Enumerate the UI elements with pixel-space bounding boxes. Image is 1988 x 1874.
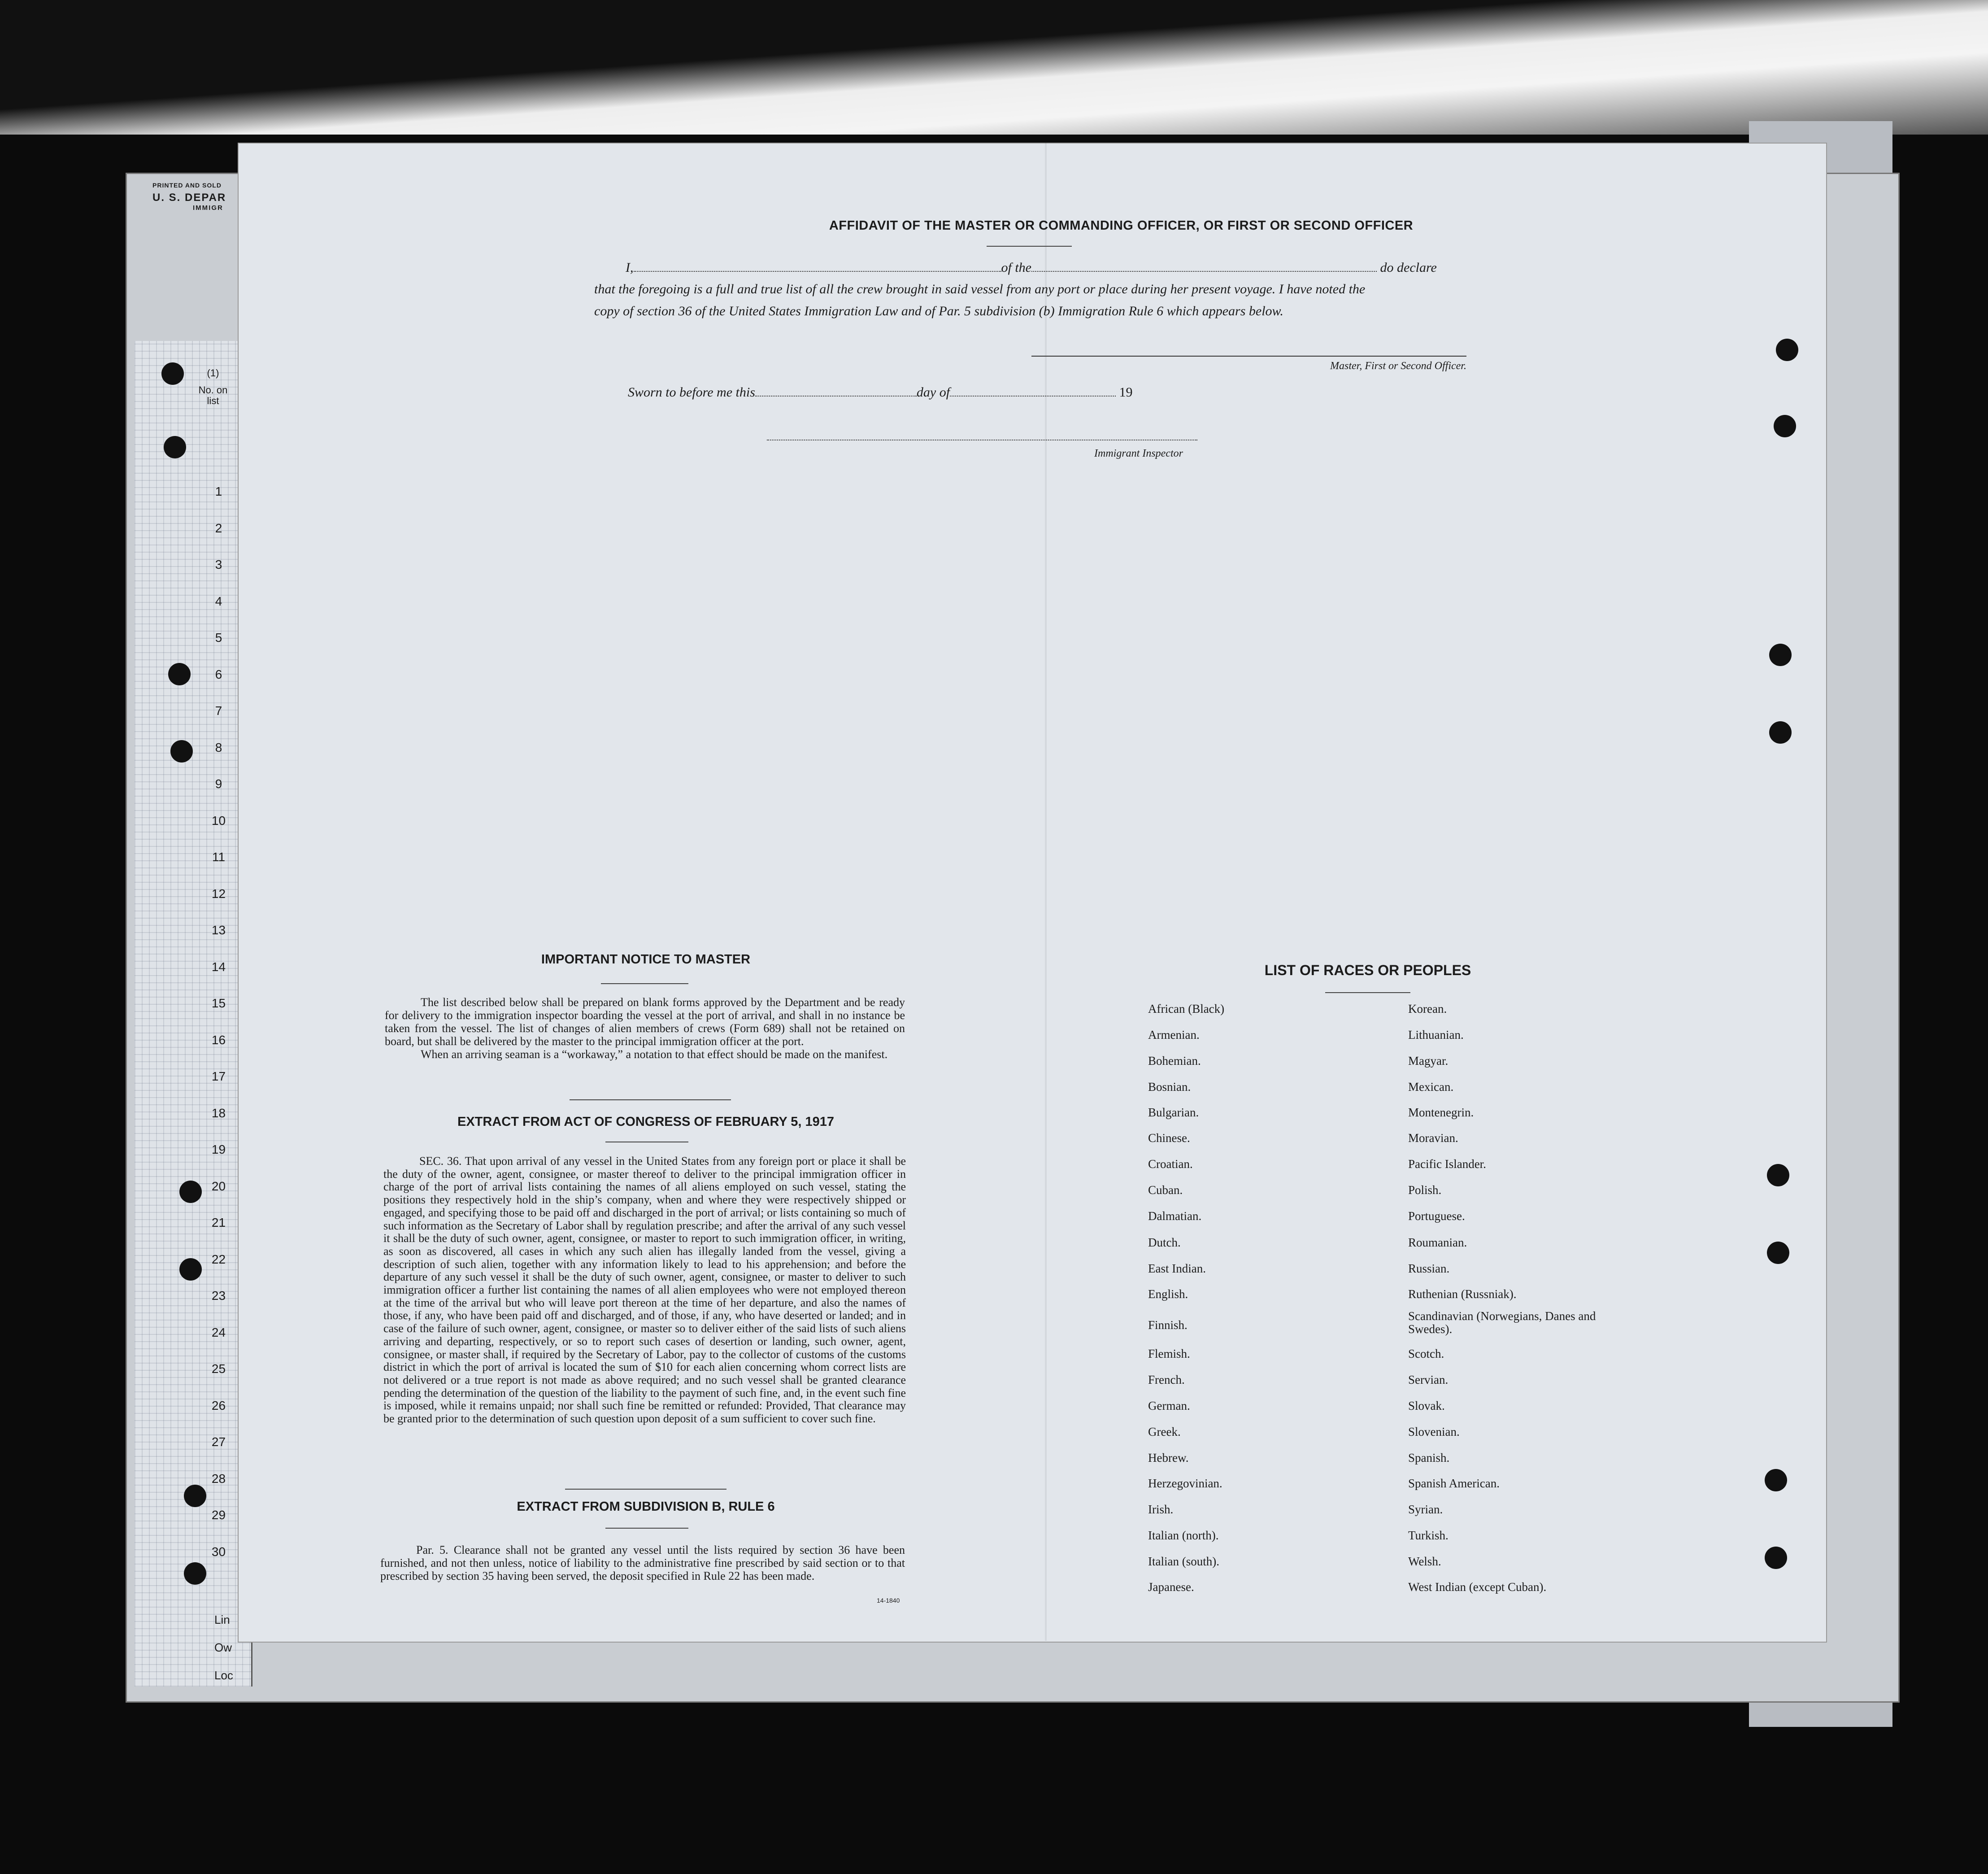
race-entry: German. [1148, 1399, 1190, 1412]
punch-hole [184, 1562, 206, 1585]
extract-act-body [383, 1155, 906, 1425]
row-number: 13 [211, 923, 226, 937]
row-number: 15 [211, 996, 226, 1010]
race-entry: Greek. [1148, 1425, 1181, 1438]
race-entry: Slovak. [1408, 1399, 1445, 1412]
sworn-day-blank[interactable] [755, 387, 917, 397]
race-entry: Flemish. [1148, 1347, 1190, 1360]
punch-hole [179, 1258, 202, 1281]
race-entry: Spanish American. [1408, 1477, 1500, 1490]
affidavit-of-the: of the [1001, 260, 1031, 275]
race-entry: Scandinavian (Norwegians, Danes and Swedes). [1408, 1309, 1596, 1336]
race-entry: Bosnian. [1148, 1080, 1191, 1094]
row-number: 10 [211, 813, 226, 828]
section-divider [565, 1489, 726, 1490]
row-number: 1 [215, 484, 222, 498]
punch-hole [170, 740, 193, 763]
punch-hole [164, 436, 186, 458]
race-entry: East Indian. [1148, 1262, 1206, 1275]
punch-hole [1765, 1469, 1787, 1491]
row-number: 22 [211, 1252, 226, 1266]
sworn-line [628, 385, 1256, 400]
punch-hole [1774, 415, 1796, 437]
notice-title: IMPORTANT NOTICE TO MASTER [541, 952, 751, 967]
race-entry: Scotch. [1408, 1347, 1444, 1360]
row-number: 19 [211, 1142, 226, 1156]
affidavit-i: I, [626, 260, 634, 275]
race-entry: English. [1148, 1287, 1188, 1301]
notice-paragraph-2 [385, 1048, 905, 1061]
race-entry: Magyar. [1408, 1054, 1449, 1068]
day-of-label: day of [916, 385, 950, 400]
race-entry: Bohemian. [1148, 1054, 1201, 1068]
affidavit-do-declare: do declare [1380, 260, 1437, 275]
punch-hole [1769, 644, 1792, 666]
row-number: 3 [215, 558, 222, 571]
year-prefix: 19 [1119, 385, 1133, 400]
extract-rule-text: Par. 5. Clearance shall not be granted any vessel until the lists required by section 36 have been furnished, and not then unless, notice of liability to the administrative fine prescribed by said section or to that prescribed by section 35 having been served, the deposit specified in Rule 22 has been made. [380, 1543, 905, 1582]
races-title: LIST OF RACES OR PEOPLES [1264, 962, 1471, 978]
scanner-light-band [0, 0, 1988, 135]
race-entry: French. [1148, 1373, 1185, 1386]
race-entry: Italian (north). [1148, 1529, 1219, 1542]
punch-hole [1767, 1164, 1789, 1186]
race-entry: Irish. [1148, 1503, 1174, 1516]
punch-hole [184, 1485, 206, 1507]
race-entry: Chinese. [1148, 1131, 1190, 1145]
race-entry: Moravian. [1408, 1131, 1458, 1145]
race-entry: Roumanian. [1408, 1236, 1467, 1249]
row-number: 30 [211, 1544, 226, 1559]
row-number: 23 [211, 1289, 226, 1303]
punch-hole [1765, 1547, 1787, 1569]
race-entry: Ruthenian (Russniak). [1408, 1287, 1517, 1301]
race-entry: Hebrew. [1148, 1451, 1189, 1464]
row-number: 27 [211, 1435, 226, 1449]
column-number: (1) [207, 367, 219, 379]
race-entry: Spanish. [1408, 1451, 1450, 1464]
race-entry: Japanese. [1148, 1580, 1194, 1594]
extract-act-text: SEC. 36. That upon arrival of any vessel in the United States from any foreign port or place it shall be the duty of the owner, agent, consignee, or master thereof to deliver to the principal immigration officer in charge of the port of arrival lists containing the names of all aliens employed on such vessel, stating the positions they respectively hold in the ship’s company, when and where they were respectively shipped or engaged, and specifying those to be paid off and discharged in the port of arrival; or lists containing so much of such information as the Secretary of Labor shall by regulation prescribe; and after the arrival of any such vessel it shall be the duty of such owner, agent, consignee, or master to report to such immigration officer, in writing, as soon as discovered, all cases in which any such alien has illegally landed from the vessel, giving a description of such alien, together with any information likely to lead to his apprehension; and before the departure of any such vessel it shall be the duty of such owner, agent, consignee, or master to deliver to such immigration officer a further list containing the names of all alien employees who were not employed thereon at the time of the arrival but who will leave port thereon at the time of her departure, and also the names of those, if any, who have been paid off and discharged, and of those, if any, who have deserted or landed; and in case of the failure of such owner, agent, consignee, or master so to deliver either of the said lists of such aliens arriving and departing, respectively, or so to report such cases of desertion or landing, such owner, agent, consignee, or master shall, if required by the Secretary of Labor, pay to the collector of customs of the customs district in which the port of arrival is located the sum of $10 for each alien concerning whom correct lists are not delivered or a true report is not made as above required; and no such vessel shall be granted clearance pending the determination of the question of the liability to the payment of such fine, and, in the event such fine is imposed, while it remains unpaid; nor shall such fine be remitted or refunded: Provided, That clearance may be granted prior to the determination of such question upon deposit of a sum sufficient to cover such fine. [383, 1155, 906, 1425]
race-entry: Russian. [1408, 1262, 1450, 1275]
extract-act-title: EXTRACT FROM ACT OF CONGRESS OF FEBRUARY 5, 1917 [457, 1115, 835, 1129]
race-entry: Italian (south). [1148, 1555, 1219, 1568]
row-number: 6 [215, 667, 222, 681]
race-entry: Bulgarian. [1148, 1106, 1199, 1119]
race-entry: Dutch. [1148, 1236, 1181, 1249]
section-divider [570, 1099, 731, 1100]
row-number: 14 [211, 959, 226, 974]
row-number: 4 [215, 594, 222, 608]
department-label: U. S. DEPAR [152, 192, 226, 204]
row-number: 29 [211, 1508, 226, 1522]
race-entry: African (Black) [1148, 1002, 1225, 1015]
race-entry: Korean. [1408, 1002, 1447, 1015]
page-crease [1045, 143, 1047, 1641]
row-number: 7 [215, 704, 222, 718]
race-entry: Slovenian. [1408, 1425, 1460, 1438]
race-entry: Servian. [1408, 1373, 1449, 1386]
row-number: 28 [211, 1471, 226, 1486]
name-blank[interactable] [634, 262, 1001, 272]
extract-rule-body [380, 1543, 905, 1582]
punch-hole [1769, 721, 1792, 744]
race-entry: Mexican. [1408, 1080, 1454, 1094]
race-entry: Polish. [1408, 1183, 1442, 1197]
sworn-label: Sworn to before me this [628, 385, 755, 400]
row-number: 18 [211, 1106, 226, 1120]
row-number: 25 [211, 1362, 226, 1376]
affidavit-title: AFFIDAVIT OF THE MASTER OR COMMANDING OFFICER, OR FIRST OR SECOND OFFICER [829, 218, 1414, 233]
race-entry: Armenian. [1148, 1028, 1200, 1042]
row-number: 17 [211, 1069, 226, 1083]
row-number: 21 [211, 1216, 226, 1229]
notice-paragraph-1 [385, 996, 905, 1048]
race-entry: Croatian. [1148, 1157, 1193, 1171]
stub-footer-label: Loc [214, 1669, 233, 1682]
punch-hole [1767, 1242, 1789, 1264]
race-entry: Montenegrin. [1408, 1106, 1474, 1119]
column-label: No. on list [198, 384, 228, 406]
race-entry: Cuban. [1148, 1183, 1183, 1197]
row-number: 5 [215, 631, 222, 645]
notice-rule [601, 983, 688, 984]
vessel-blank[interactable] [1031, 262, 1377, 272]
affidavit-line-1 [626, 260, 1469, 275]
row-number: 9 [215, 777, 222, 791]
races-rule [1325, 992, 1410, 993]
master-signature-label: Master, First or Second Officer. [1330, 360, 1466, 372]
race-entry: Pacific Islander. [1408, 1157, 1486, 1171]
notice-paragraph-1-text: The list described below shall be prepared on blank forms approved by the Department and be ready for delivery to the immigration inspector boarding the vessel at the port of arrival, and shall in no instance be taken from the vessel. The list of changes of alien members of crews (Form 689) shall not be retained on board, but shall be delivered by the master to the principal immigration officer at the port. [385, 996, 905, 1048]
column-header-number [193, 368, 233, 406]
inspector-label: Immigrant Inspector [1094, 448, 1183, 459]
master-signature-line[interactable] [1031, 356, 1466, 357]
extract-rule-title: EXTRACT FROM SUBDIVISION B, RULE 6 [517, 1499, 775, 1514]
race-entry: Dalmatian. [1148, 1209, 1202, 1223]
race-entry: Turkish. [1408, 1529, 1449, 1542]
affidavit-line-2: that the foregoing is a full and true list of all the crew brought in said vessel from any port or place during her present voyage. I have noted the [594, 282, 1366, 296]
row-number: 26 [211, 1398, 226, 1412]
punch-hole [1776, 339, 1798, 361]
race-entry: Welsh. [1408, 1555, 1441, 1568]
row-number: 2 [215, 521, 222, 535]
row-number: 20 [211, 1179, 226, 1193]
punch-hole [179, 1181, 202, 1203]
row-number: 24 [211, 1325, 226, 1339]
race-entry: Finnish. [1148, 1318, 1188, 1332]
punch-hole [168, 663, 191, 685]
stub-footer-label: Ow [214, 1641, 232, 1654]
printed-line: PRINTED AND SOLD [152, 182, 222, 189]
race-entry: Herzegovinian. [1148, 1477, 1222, 1490]
race-entry: Syrian. [1408, 1503, 1443, 1516]
row-number: 12 [211, 886, 226, 901]
race-entry: Lithuanian. [1408, 1028, 1464, 1042]
form-number: 14-1840 [877, 1597, 900, 1604]
race-entry: Portuguese. [1408, 1209, 1465, 1223]
punch-hole [161, 362, 184, 385]
sworn-month-blank[interactable] [950, 387, 1116, 397]
affidavit-line-3: copy of section 36 of the United States Immigration Law and of Par. 5 subdivision (b) Immigration Rule 6 which appears below. [594, 304, 1283, 318]
extract-rule-rule [605, 1528, 688, 1529]
title-rule [987, 246, 1072, 247]
notice-body [385, 996, 905, 1061]
row-number: 16 [211, 1033, 226, 1047]
row-number: 8 [215, 740, 222, 754]
race-entry: West Indian (except Cuban). [1408, 1580, 1547, 1594]
stub-footer [214, 1606, 233, 1689]
notice-paragraph-2-text: When an arriving seaman is a “workaway,” a notation to that effect should be made on the manifest. [421, 1048, 888, 1061]
stub-footer-label: Lin [214, 1613, 230, 1626]
row-number: 11 [212, 850, 226, 864]
immigration-label: IMMIGR [193, 204, 223, 212]
